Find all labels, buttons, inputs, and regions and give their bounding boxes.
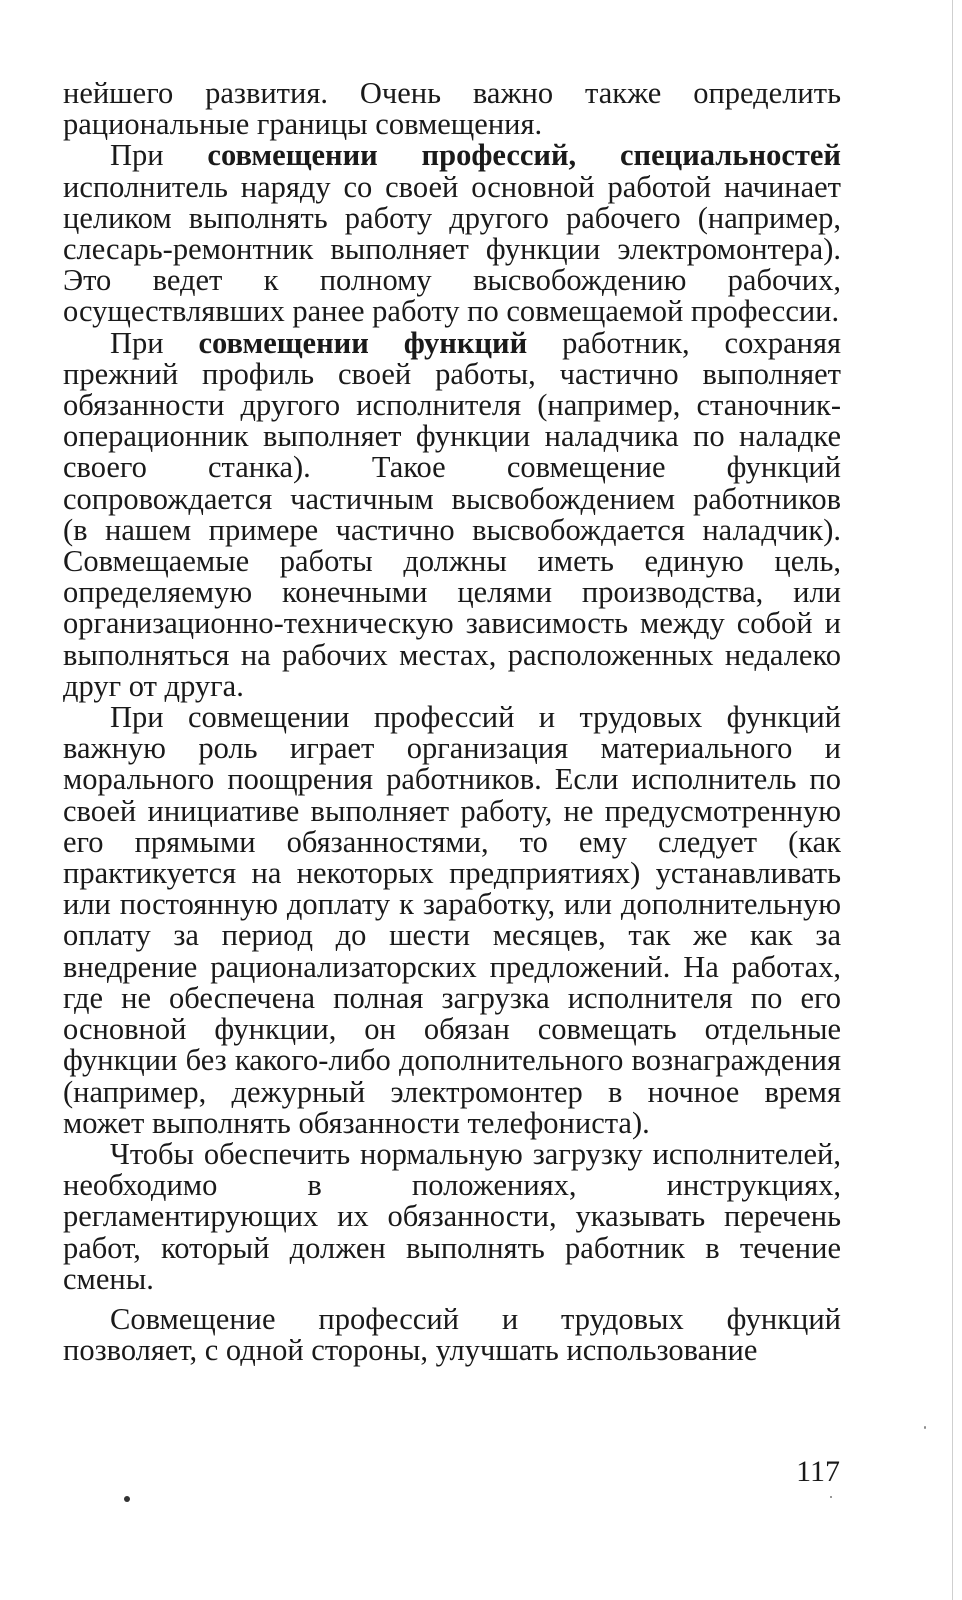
print-speck: [830, 1496, 832, 1498]
paragraph-combining-professions: [63, 140, 841, 327]
page-number: 117: [796, 1455, 840, 1488]
body-text: [63, 78, 841, 1366]
print-speck: [124, 1496, 130, 1502]
paragraph-body: исполнитель наряду со своей основной работой начинает целиком выполнять работу другого рабочего (например, слесарь-ремонтник выполняет функции электромонтера). Это ведет к полному высвобождению рабочих, осуществлявших ранее работу по совмещаемой профессии.: [63, 169, 841, 329]
page-edge-shadow: [952, 0, 953, 1600]
paragraph-body: работник, сохраняя прежний профиль своей работы, частично выполняет обязанности другого исполнителя (например, станочник-операционник выполняет функции наладчика по наладке своего станка). Такое совмещение функций сопровождается частичным высвобождением работников (в нашем примере частично высвобождается наладчик). Совмещаемые работы должны иметь единую цель, определяемую конечными целями производства, или организационно-техническую зависимость между собой и выполняться на рабочих местах, расположенных недалеко друг от друга.: [63, 325, 842, 703]
paragraph-benefits: Совмещение профессий и трудовых функций позволяет, с одной стороны, улучшать использование: [63, 1301, 841, 1368]
print-speck: [924, 1426, 926, 1429]
paragraph-lead: При: [110, 325, 199, 360]
paragraph-continuation: нейшего развития. Очень важно также определить рациональные границы совмещения.: [63, 76, 841, 142]
term-combining-functions: совмещении функций: [198, 325, 528, 360]
paragraph-incentives: При совмещении профессий и трудовых функций важную роль играет организация материального и морального поощрения работников. Если исполнитель по своей инициативе выполняет работу, не предусмотренную его прямыми обязанностями, то ему следует (как практикуется на некоторых предприятиях) устанавливать или постоянную доплату к заработку, или дополнительную оплату за период до шести месяцев, так же как за внедрение рационализаторских предложений. На работах, где не обеспечена полная загрузка исполнителя по его основной функции, он обязан совмещать отдельные функции без какого-либо дополнительного вознаграждения (например, дежурный электромонтер в ночное время может выполнять обязанности телефониста).: [63, 700, 841, 1140]
term-combining-professions: совмещении профессий, специальностей: [207, 138, 841, 173]
paragraph-combining-functions: [63, 325, 842, 703]
paragraph-lead: При: [110, 138, 208, 173]
paragraph-workload: Чтобы обеспечить нормальную загрузку исполнителей, необходимо в положениях, инструкциях, регламентирующих их обязанности, указывать перечень работ, который должен выполнять работник в течение смены.: [63, 1136, 841, 1296]
